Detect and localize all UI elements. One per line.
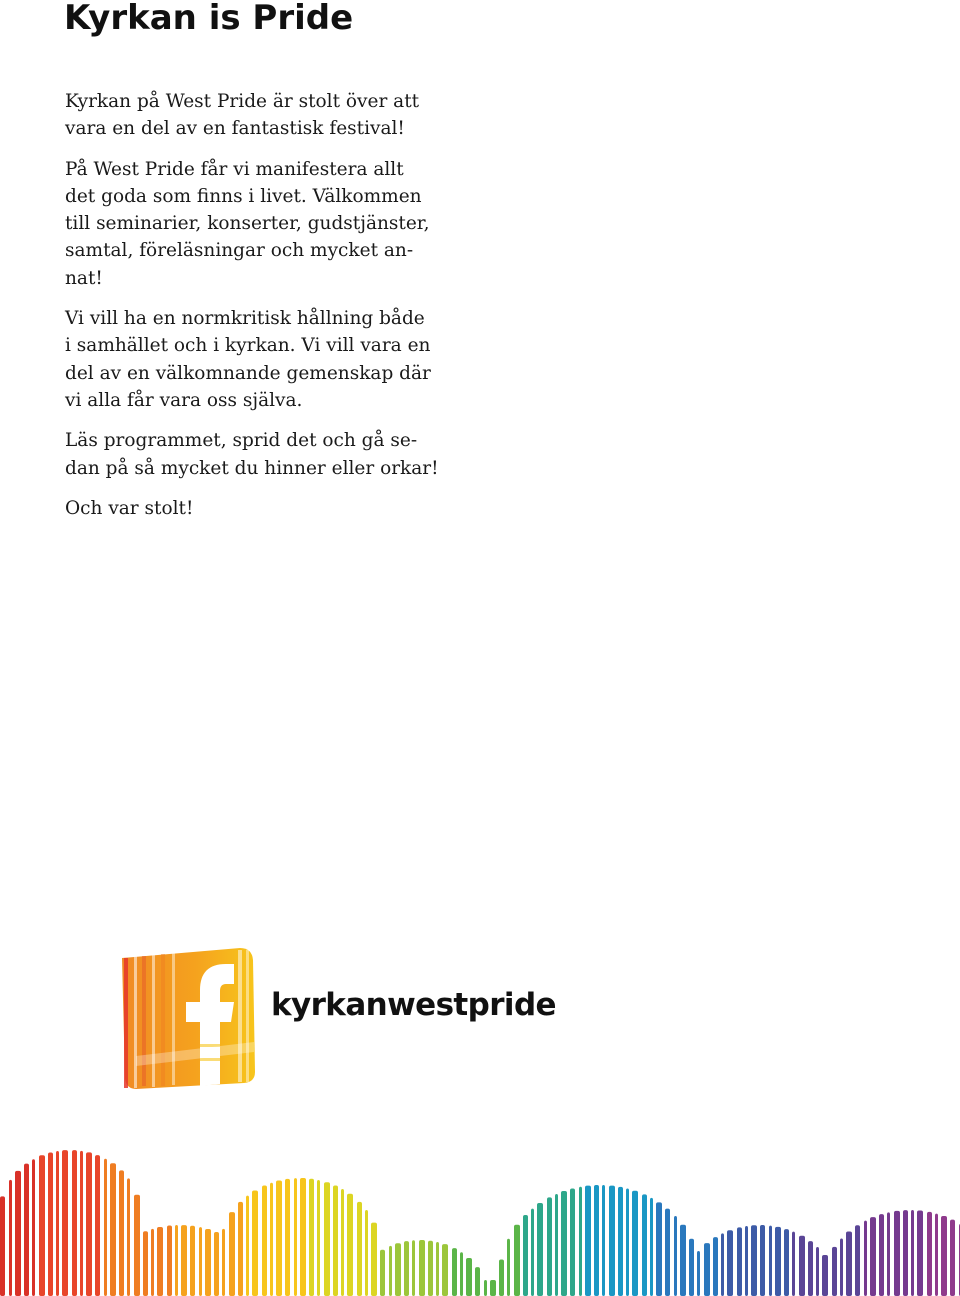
- rainbow-stripe: [39, 1155, 45, 1296]
- rainbow-stripe: [428, 1241, 433, 1296]
- rainbow-stripe: [547, 1197, 552, 1296]
- rainbow-stripe: [656, 1202, 662, 1296]
- rainbow-stripe: [300, 1178, 306, 1296]
- rainbow-stripe: [484, 1280, 487, 1296]
- text-line: nat!: [65, 267, 103, 289]
- rainbow-stripe: [950, 1220, 955, 1296]
- rainbow-stripe: [846, 1231, 852, 1296]
- rainbow-stripe: [309, 1179, 314, 1296]
- text-line: vi alla får vara oss själva.: [65, 389, 303, 411]
- rainbow-stripe: [792, 1232, 795, 1296]
- rainbow-stripe: [689, 1239, 694, 1296]
- rainbow-stripe: [0, 1196, 5, 1296]
- rainbow-stripe: [816, 1247, 819, 1296]
- rainbow-stripe: [737, 1227, 742, 1296]
- rainbow-stripe: [80, 1151, 83, 1296]
- rainbow-stripe: [157, 1227, 163, 1296]
- rainbow-stripe: [48, 1152, 53, 1296]
- text-line: samtal, föreläsningar och mycket an-: [65, 240, 414, 262]
- rainbow-stripe: [134, 1195, 140, 1296]
- rainbow-stripe: [395, 1243, 401, 1296]
- rainbow-stripe: [317, 1180, 320, 1296]
- rainbow-stripe: [24, 1164, 29, 1296]
- text-line: Kyrkan på West Pride är stolt över att: [65, 91, 420, 112]
- rainbow-stripe: [452, 1248, 457, 1296]
- rainbow-stripe: [252, 1190, 258, 1296]
- rainbow-stripe: [626, 1188, 629, 1296]
- rainbow-stripe: [419, 1240, 425, 1296]
- rainbow-stripe: [404, 1241, 409, 1296]
- rainbow-stripe: [514, 1225, 520, 1296]
- rainbow-stripe: [602, 1185, 605, 1296]
- rainbow-stripe: [110, 1163, 116, 1296]
- rainbow-stripe: [380, 1250, 385, 1296]
- rainbow-stripe: [822, 1255, 828, 1296]
- rainbow-stripe: [62, 1150, 68, 1296]
- rainbow-stripe: [808, 1241, 813, 1296]
- paragraph-5: [65, 495, 475, 522]
- rainbow-stripe: [119, 1170, 124, 1296]
- page-title: Kyrkan is Pride: [64, 0, 354, 38]
- rainbow-stripe: [127, 1178, 130, 1296]
- rainbow-stripe: [555, 1194, 558, 1296]
- rainbow-stripe: [104, 1159, 107, 1296]
- rainbow-stripe: [229, 1212, 235, 1296]
- rainbow-stripe: [697, 1251, 700, 1296]
- rainbow-stripe: [222, 1229, 225, 1296]
- rainbow-stripe: [9, 1180, 12, 1296]
- rainbow-stripe: [665, 1209, 670, 1296]
- rainbow-stripe: [799, 1236, 805, 1296]
- facebook-f-rainbow-icon: [112, 944, 262, 1094]
- rainbow-stripe: [911, 1210, 914, 1296]
- rainbow-stripe: [270, 1183, 273, 1296]
- rainbow-stripe: [864, 1221, 867, 1296]
- rainbow-stripe: [941, 1216, 947, 1296]
- rainbow-stripe: [262, 1185, 267, 1296]
- rainbow-stripe: [632, 1191, 638, 1296]
- rainbow-stripe: [95, 1155, 100, 1296]
- rainbow-stripe: [537, 1203, 543, 1296]
- rainbow-stripe: [784, 1229, 789, 1296]
- body-text: [65, 88, 475, 535]
- rainbow-stripe: [609, 1186, 615, 1296]
- logo-wordmark: kyrkanwestpride: [271, 987, 556, 1023]
- rainbow-stripe: [650, 1198, 653, 1296]
- rainbow-stripe: [175, 1225, 178, 1296]
- rainbow-stripe: [32, 1159, 35, 1296]
- text-line: vara en del av en fantastisk festival!: [65, 118, 405, 140]
- text-line: dan på så mycket du hinner eller orkar!: [65, 457, 439, 479]
- rainbow-stripe: [769, 1226, 772, 1296]
- rainbow-stripe: [594, 1185, 599, 1296]
- rainbow-stripe: [15, 1171, 21, 1296]
- rainbow-stripe: [442, 1244, 448, 1296]
- paragraph-2: [65, 156, 475, 292]
- rainbow-stripe: [371, 1223, 377, 1296]
- rainbow-stripe: [324, 1182, 330, 1296]
- rainbow-stripe: [341, 1189, 344, 1296]
- rainbow-stripe: [927, 1212, 932, 1296]
- rainbow-stripe: [86, 1152, 92, 1296]
- rainbow-stripe: [561, 1191, 567, 1296]
- rainbow-stripe: [832, 1247, 837, 1296]
- rainbow-stripe: [499, 1259, 504, 1296]
- rainbow-stripe: [199, 1227, 202, 1296]
- rainbow-stripe: [436, 1242, 439, 1296]
- rainbow-stripe: [276, 1181, 282, 1296]
- rainbow-stripe: [167, 1226, 172, 1296]
- rainbow-stripe: [246, 1196, 249, 1296]
- rainbow-stripe: [570, 1188, 575, 1296]
- rainbow-stripe: [181, 1225, 187, 1296]
- rainbow-stripe: [190, 1226, 195, 1296]
- rainbow-stripe: [475, 1267, 480, 1296]
- rainbow-stripe: [751, 1225, 757, 1296]
- text-line: Läs programmet, sprid det och gå se-: [65, 430, 418, 452]
- rainbow-stripe: [365, 1210, 368, 1296]
- rainbow-stripe: [214, 1232, 219, 1296]
- rainbow-stripe: [466, 1258, 472, 1296]
- rainbow-stripe: [579, 1187, 582, 1296]
- paragraph-3: [65, 305, 475, 414]
- rainbow-stripe: [205, 1229, 211, 1296]
- rainbow-stripe: [333, 1185, 338, 1296]
- rainbow-stripe: [285, 1179, 290, 1296]
- rainbow-stripe: [143, 1231, 148, 1296]
- rainbow-stripe: [721, 1233, 724, 1296]
- rainbow-stripe: [618, 1187, 623, 1296]
- text-line: del av en välkomnande gemenskap där: [65, 362, 431, 384]
- text-line: i samhället och i kyrkan. Vi vill vara en: [65, 335, 431, 357]
- facebook-logo-graphic: [112, 944, 262, 1094]
- rainbow-stripe: [713, 1237, 718, 1296]
- rainbow-stripe: [412, 1240, 415, 1296]
- paragraph-1: [65, 88, 475, 143]
- rainbow-stripe: [674, 1216, 677, 1296]
- rainbow-stripe: [887, 1212, 890, 1296]
- rainbow-stripe: [855, 1225, 860, 1296]
- rainbow-stripe: [294, 1178, 297, 1296]
- paragraph-4: [65, 427, 475, 482]
- text-line: På West Pride får vi manifestera allt: [65, 158, 404, 180]
- rainbow-stripe: [490, 1280, 496, 1296]
- rainbow-stripe: [585, 1186, 591, 1296]
- rainbow-stripe: [745, 1226, 748, 1296]
- rainbow-stripe: [704, 1243, 710, 1296]
- rainbow-stripe: [727, 1230, 733, 1296]
- rainbow-stripe: [917, 1211, 923, 1296]
- rainbow-stripes-banner: [0, 1130, 960, 1296]
- rainbow-stripe: [56, 1151, 59, 1296]
- text-line: det goda som finns i livet. Välkommen: [65, 185, 422, 207]
- rainbow-stripe: [347, 1194, 353, 1296]
- rainbow-stripe: [642, 1194, 647, 1296]
- rainbow-stripe: [460, 1252, 463, 1296]
- rainbow-stripe: [507, 1239, 510, 1296]
- rainbow-stripe: [680, 1225, 686, 1296]
- rainbow-stripe: [894, 1211, 900, 1296]
- rainbow-stripe: [935, 1214, 938, 1296]
- rainbow-stripe: [238, 1202, 243, 1296]
- rainbow-stripe: [775, 1227, 781, 1296]
- rainbow-stripe: [760, 1225, 765, 1296]
- rainbow-stripe: [389, 1246, 392, 1296]
- rainbow-stripe: [72, 1150, 77, 1296]
- rainbow-stripe: [879, 1214, 884, 1296]
- rainbow-stripe: [523, 1215, 528, 1296]
- rainbow-stripe: [151, 1229, 154, 1296]
- rainbow-stripe: [531, 1209, 534, 1296]
- rainbow-stripe: [870, 1217, 876, 1296]
- text-line: Och var stolt!: [65, 497, 194, 519]
- text-line: Vi vill ha en normkritisk hållning både: [65, 308, 425, 330]
- text-line: till seminarier, konserter, gudstjänster,: [65, 213, 430, 235]
- rainbow-stripe: [903, 1210, 908, 1296]
- rainbow-stripe: [357, 1202, 362, 1296]
- rainbow-stripe: [840, 1238, 843, 1296]
